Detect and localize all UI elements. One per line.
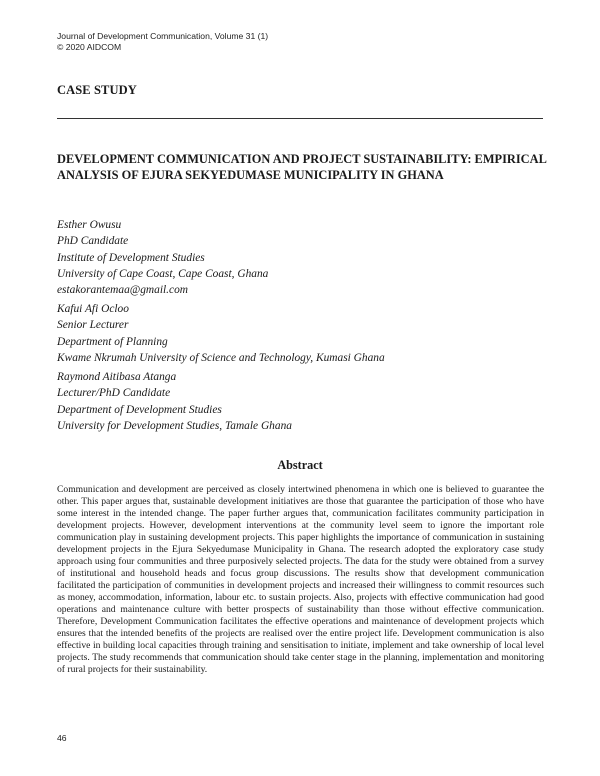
author-block-2 [57,301,385,366]
journal-header [57,31,268,52]
section-label: CASE STUDY [57,83,137,97]
author-department: Institute of Development Studies [57,251,205,264]
journal-citation: Journal of Development Communication, Volume 31 (1) [57,31,269,41]
author-position: Senior Lecturer [57,319,129,332]
author-name: Kafui Afi Ocloo [57,303,129,315]
author-block-1 [57,217,268,298]
author-department: Department of Development Studies [57,403,222,416]
author-block-3 [57,369,292,434]
copyright-notice: © 2020 AIDCOM [57,41,122,52]
author-position: Lecturer/PhD Candidate [57,387,171,400]
author-name: Esther Owusu [57,219,122,231]
author-institution: University of Cape Coast, Cape Coast, Ghana [57,267,269,280]
author-position: PhD Candidate [57,235,129,248]
abstract-text: Communication and development are perceived as closely intertwined phenomena in which one is believed to guarantee the other. This paper argues that, sustainable development initiatives are those that guarantee the participation of those who have some interest in the intended change. The paper further argues that, communication facilitates community participation in development projects. However, development interventions at the community level seem to ignore the important role communication play in sustaining development projects. This paper highlights the importance of communication in sustaining development projects in the Ejura Sekyedumase Municipality in Ghana. The research adopted the exploratory case study approach using four communities and three purposively selected projects. The data for the study were obtained from a survey of institutional and household heads and focus group discussions. The results show that development communication facilitated the participation of communities in development projects and increased their willingness to commit resources such as money, accommodation, information, labour etc. to sustain projects. Also, projects with effective communication had good operations and maintenance culture with better prospects of sustainability than those without effective communication. Therefore, Development Communication facilitates the effective operations and maintenance of development projects which ensures that the intended benefits of the projects are realised over the entire project life. Development communication is also effective in building local capacities through training and sensitisation to initiate, implement and take ownership of local level projects. The study recommends that communication should take center stage in the planning, implementation and monitoring of rural projects for their sustainability. [57,484,544,675]
author-institution: Kwame Nkrumah University of Science and Technology, Kumasi Ghana [57,351,385,364]
author-department: Department of Planning [57,335,168,348]
author-name: Raymond Aitibasa Atanga [57,371,177,383]
paper-title: DEVELOPMENT COMMUNICATION AND PROJECT SUSTAINABILITY: EMPIRICAL ANALYSIS OF EJURA SEKYEDUMASE MUNICIPALITY IN GHANA [57,152,547,182]
page-number: 46 [57,733,67,743]
author-email[interactable]: estakorantemaa@gmail.com [57,284,189,297]
author-institution: University for Development Studies, Tamale Ghana [57,419,292,432]
horizontal-rule [57,118,543,119]
abstract-heading: Abstract [277,458,323,472]
